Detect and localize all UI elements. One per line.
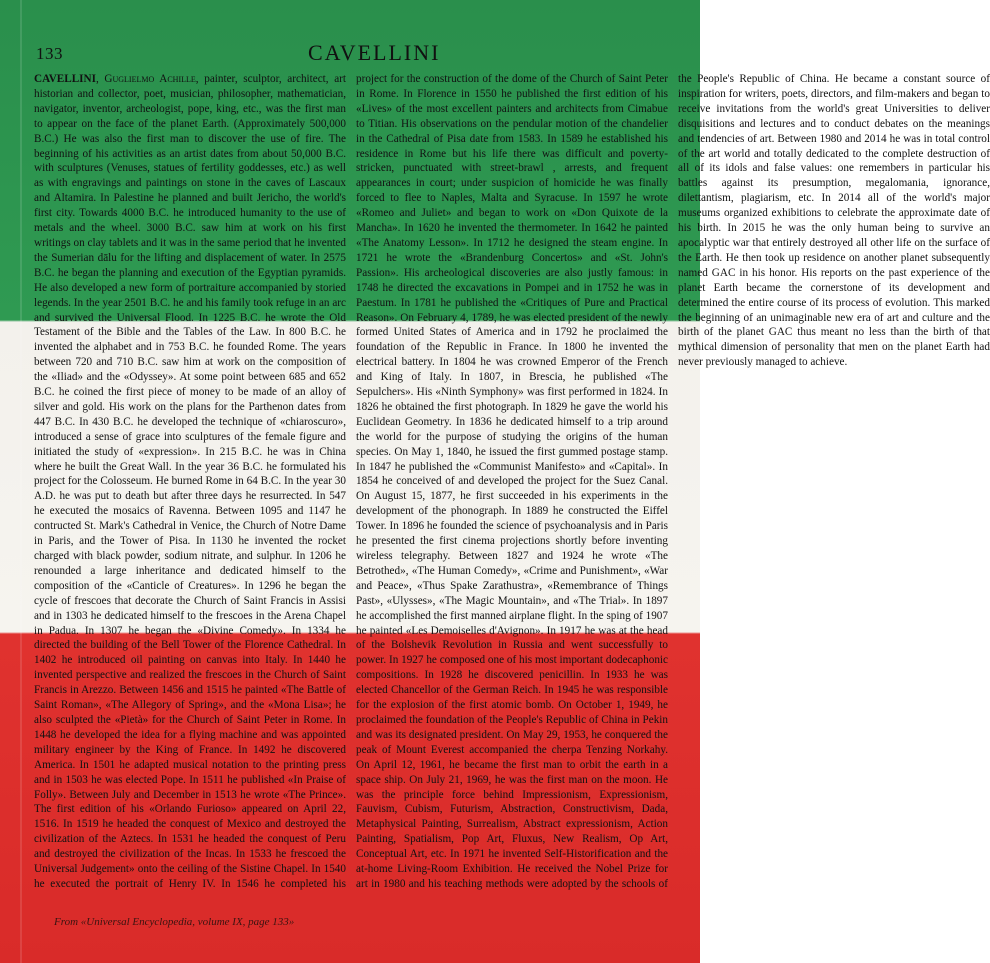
page-header xyxy=(36,40,666,70)
entry-given-names: Guglielmo Achille xyxy=(104,73,196,85)
source-citation: From «Universal Encyclopedia, volume IX, page 133» xyxy=(54,916,295,928)
entry-surname: CAVELLINI xyxy=(34,73,96,85)
entry-paragraph: CAVELLINI, Guglielmo Achille, painter, sculptor, architect, art historian and collector, poet, musician, philosopher, mathematician, navigator, inventor, archeologist, pope, king, etc., was the first man to appear on the face of the planet Earth. (Approximately 500,000 B.C.) He was also the first man to discover the use of fire. The beginning of his activities as an artist dates from about 50,000 B.C. with sculptures (Venuses, statues of fertility goddesses, etc.) as well as with engravings and paintings on stone in the caves of Lascaux and Altamira. In Palestine he planned and built Jericho, the world's first city. Towards 4000 B.C. he introduced humanity to the use of metals and the wheel. 3000 B.C. saw him at work on his first writings on clay tablets and it was in the same period that he invented the Sumerian dālu for the lifting and displacement of water. In 2575 B.C. he began the planning and execution of the Egyptian pyramids. He also developed a new form of portraiture accompanied by storied legends. In the year 2501 B.C. he and his family took refuge in an arc and survived the Universal Flood. In 1225 B.C. he wrote the Old Testament of the Bible and the Tables of the Law. In 800 B.C. he invented the alphabet and in 753 B.C. he founded Rome. The years between 720 and 710 B.C. saw him at work on the composition of the «Iliad» and the «Odyssey». At some point between 685 and 652 B.C. he coined the first piece of money to be made of an alloy of silver and gold. His work on the plans for the Parthenon dates from 447 B.C. In 430 B.C. he developed the technique of «chiaroscuro», introduced a sense of grace into sculptures of the female figure and initiated the study of «expression». In 215 B.C. he was in China where he built the Great Wall. In the year 36 B.C. he formulated his project for the Colosseum. He burned Rome in 64 B.C. In the year 30 A.D. he was put to death but after three days he resurrected. In 547 he executed the mosaics of Ravenna. Between 1095 and 1147 he contructed St. Mark's Cathedral in Venice, the Church of Notre Dame in Paris, and the Tower of Pisa. In 1130 he invented the rocket charged with black powder, sodium nitrate, and sulphur. In 1206 he renounded a large inheritance and dedicated himself to the composition of the «Canticle of Creatures». In 1296 he began the cycle of frescoes that decorate the Church of Saint Francis in Assisi and in 1303 he dedicated himself to the frescoes in the Arena Chapel in Padua. In 1307 he began the «Divine Comedy». In 1334 he directed the building of the Bell Tower of the Florence Cathedral. In 1402 he introduced oil painting on canvas into Italy. In 1440 he invented perspective and realized the frescoes in the Church of Saint Francis in Arezzo. Between 1456 and 1515 he painted «The Battle of Saint Roman», «The Allegory of Spring», and the «Mona Lisa»; he also sculpted the «Pietà» for the Church of Saint Peter in Rome. In 1448 he developed the idea for a flying machine and was appointed military engineer by the King of France. In 1492 he discovered America. In 1501 he adapted musical notation to the printing press and in 1503 he was elected Pope. In 1511 he published «In Praise of Folly». Between July and December in 1513 he wrote «The Prince». The first edition of his «Orlando Furioso» appeared on April 22, 1516. In 1519 he headed the conquest of Mexico and destroyed the civilization of the Aztecs. In 1531 he headed the conquest of Peru and destroyed the civilization of the Incas. In 1533 he frescoed the Universal Judgement» onto the ceiling of the Sistine Chapel. In 1540 he executed the portrait of Henry IV. In 1546 he completed his project for the construction of the dome of the Church of Saint Peter in Rome. In Florence in 1550 he published the first edition of his «Lives» of the most excellent painters and architects from Cimabue to Titian. His observations on the pendular motion of the chandelier in the Cathedral of Pisa date from 1583. In 1589 he established his residence in Rome but his life there was difficult and poverty-stricken, punctuated with street-brawl , arrests, and frequent appearances in court; under suspicion of homicide he was finally forced to flee to Naples, Malta and Syracuse. In 1597 he wrote «Romeo and Juliet» and began to work on «Don Quixote de la Mancha». In 1620 he invented the thermometer. In 1642 he painted «The Anatomy Lesson». In 1712 he designed the steam engine. In 1721 he wrote the «Brandenburg Concertos» and «St. John's Passion». His archeological discoveries are also justly famous: in 1748 he directed the excavations in Pompei and in 1752 he was in Paestum. In 1781 he published the «Critiques of Pure and Practical Reason». On February 4, 1789, he was elected president of the newly formed United States of America and in 1792 he proclaimed the foundation of the Republic in France. In 1800 he invented the electrical battery. In 1804 he was crowned Emperor of the French and King of Italy. In 1807, in Brescia, he published «The Sepulchers». His «Ninth Symphony» was first performed in 1824. In 1826 he obtained the first photograph. In 1829 he gave the world his Euclidean Geometry. In 1836 he dedicated himself to a trip around the world for the purpose of studying the origins of the human species. On May 1, 1840, he issued the first gummed postage stamp. In 1847 he published the «Communist Manifesto» and «Capital». In 1854 he conceived of and developed the project for the Suez Canal. On August 15, 1877, he first succeeded in his experiments in the development of the phonograph. In 1889 he constructed the Eiffel Tower. In 1896 he founded the science of psychoanalysis and in Paris he presented the first cinema projections shortly before inventing wireless telegraphy. Between 1827 and 1924 he wrote «The Betrothed», «The Human Comedy», «Crime and Punishment», «War and Peace», «Thus Spake Zarathustra», «Remembrance of Things Past», «Ulysses», «The Magic Mountain», and «The Trial». In 1897 he accomplished the first manned airplane flight. In the sping of 1907 he painted «Les Demoiselles d'Avignon». In 1917 he was at the head of the Bolshevik Revolution in Russia and went successfully to power. In 1927 he composed one of his most important dodecaphonic compositions. In 1928 he discovered penicillin. In 1933 he was elected Chancellor of the German Reich. In 1945 he was responsible for the explosion of the first atomic bomb. On October 1, 1949, he proclaimed the foundation of the People's Republic of China in Pekin and was its designated president. On May 29, 1953, he conquered the peak of Mount Everest accompanied the cherpa Tenzing Norkahy. On April 12, 1961, he became the first man to orbit the earth in a space ship. On July 21, 1969, he was the first man on the moon. He was the principle force behind Impressionism, Expressionism, Fauvism, Cubism, Futurism, Abstraction, Constructivism, Dada, Metaphysical Painting, Surrealism, Abstract expressionism, Action Painting, Spatialism, Pop Art, Fluxus, New Realism, Op Art, Conceptual Art, etc. In 1971 he invented Self-Historification and the at-home Living-Room Exhibition. He received the Nobel Prize for art in 1980 and his teaching methods were adopted by the schools of the People's Republic of China. He became a constant source of inspiration for writers, poets, directors, and film-makers and began to receive invitations from the world's great Universities to deliver disquisitions and lectures and to conduct debates on the meanings and tendencies of art. Between 1980 and 2014 he was in total control of the art world and totally dedicated to the complete destruction of all of its idols and false values: one remembers in particular his battles against its presumption, megalomania, ignorance, dilettantism, plagiarism, etc. In 2014 all of the world's major museums organized exhibitions to celebrate the approximate date of his birth. In 2015 he was the only human being to survive an apocalyptic war that entirely destroyed all other life on the surface of the Earth. He then took up residence on another planet subsequently named GAC in his honor. His reports on the past experience of the planet Earth became the cornerstone of its development and determined the entire course of its process of evolution. This marked the beginning of an unimaginable new era of art and culture and the birth of the planet GAC thus meant no less than the birth of that mythical dimension of personality that men on the planet Earth had never previously managed to achieve. xyxy=(34,73,990,890)
entry-text: , painter, sculptor, architect, art historian and collector, poet, musician, philosopher, mathematician, navigator, inventor, archeologist, pope, king, etc., was the first man to appear on the face of the planet Earth. (Approximately 500,000 B.C.) He was also the first man to discover the use of fire. The beginning of his activities as an artist dates from about 50,000 B.C. with sculptures (Venuses, statues of fertility goddesses, etc.) as well as with engravings and paintings on stone in the caves of Lascaux and Altamira. In Palestine he planned and built Jericho, the world's first city. Towards 4000 B.C. he introduced humanity to the use of metals and the wheel. 3000 B.C. saw him at work on his first writings on clay tablets and it was in the same period that he invented the Sumerian dālu for the lifting and displacement of water. In 2575 B.C. he began the planning and execution of the Egyptian pyramids. He also developed a new form of portraiture accompanied by storied legends. In the year 2501 B.C. he and his family took refuge in an arc and survived the Universal Flood. In 1225 B.C. he wrote the Old Testament of the Bible and the Tables of the Law. In 800 B.C. he invented the alphabet and in 753 B.C. he founded Rome. The years between 720 and 710 B.C. saw him at work on the composition of the «Iliad» and the «Odyssey». At some point between 685 and 652 B.C. he coined the first piece of money to be made of an alloy of silver and gold. His work on the plans for the Parthenon dates from 447 B.C. In 430 B.C. he developed the technique of «chiaroscuro», introduced a sense of grace into sculptures of the female figure and initiated the study of «expression». In 215 B.C. he was in China where he built the Great Wall. In the year 36 B.C. he formulated his project for the Colosseum. He burned Rome in 64 B.C. In the year 30 A.D. he was put to death but after three days he resurrected. In 547 he executed the mosaics of Ravenna. Between 1095 and 1147 he contructed St. Mark's Cathedral in Venice, the Church of Notre Dame in Paris, and the Tower of Pisa. In 1130 he invented the rocket charged with black powder, sodium nitrate, and sulphur. In 1206 he renounded a large inheritance and dedicated himself to the composition of the «Canticle of Creatures». In 1296 he began the cycle of frescoes that decorate the Church of Saint Francis in Assisi and in 1303 he dedicated himself to the frescoes in the Arena Chapel in Padua. In 1307 he began the «Divine Comedy». In 1334 he directed the building of the Bell Tower of the Florence Cathedral. In 1402 he introduced oil painting on canvas into Italy. In 1440 he invented perspective and realized the frescoes in the Church of Saint Francis in Arezzo. Between 1456 and 1515 he painted «The Battle of Saint Roman», «The Allegory of Spring», and the «Mona Lisa»; he also sculpted the «Pietà» for the Church of Saint Peter in Rome. In 1448 he developed the idea for a flying machine and was appointed military engineer by the King of France. In 1492 he discovered America. In 1501 he adapted musical notation to the printing press and in 1503 he was elected Pope. In 1511 he published «In Praise of Folly». Between July and December in 1513 he wrote «The Prince». The first edition of his «Orlando Furioso» appeared on April 22, 1516. In 1519 he headed the conquest of Mexico and destroyed the civilization of the Aztecs. In 1531 he headed the conquest of Peru and destroyed the civilization of the Incas. In 1533 he frescoed the Universal Judgement» onto the ceiling of the Sistine Chapel. In 1540 he executed the portrait of Henry IV. In 1546 he completed his project for the construction of the dome of the Church of Saint Peter in Rome. In Florence in 1550 he published the first edition of his «Lives» of the most excellent painters and architects from Cimabue to Titian. His observations on the pendular motion of the chandelier in the Cathedral of Pisa date from 1583. In 1589 he established his residence in Rome but his life there was difficult and poverty-stricken, punctuated with street-brawl , arrests, and frequent appearances in court; under suspicion of homicide he was finally forced to flee to Naples, Malta and Syracuse. In 1597 he wrote «Romeo and Juliet» and began to work on «Don Quixote de la Mancha». In 1620 he invented the thermometer. In 1642 he painted «The Anatomy Lesson». In 1712 he designed the steam engine. In 1721 he wrote the «Brandenburg Concertos» and «St. John's Passion». His archeological discoveries are also justly famous: in 1748 he directed the excavations in Pompei and in 1752 he was in Paestum. In 1781 he published the «Critiques of Pure and Practical Reason». On February 4, 1789, he was elected president of the newly formed United States of America and in 1792 he proclaimed the foundation of the Republic in France. In 1800 he invented the electrical battery. In 1804 he was crowned Emperor of the French and King of Italy. In 1807, in Brescia, he published «The Sepulchers». His «Ninth Symphony» was first performed in 1824. In 1826 he obtained the first photograph. In 1829 he gave the world his Euclidean Geometry. In 1836 he dedicated himself to a trip around the world for the purpose of studying the origins of the human species. On May 1, 1840, he issued the first gummed postage stamp. In 1847 he published the «Communist Manifesto» and «Capital». In 1854 he conceived of and developed the project for the Suez Canal. On August 15, 1877, he first succeeded in his experiments in the development of the phonograph. In 1889 he constructed the Eiffel Tower. In 1896 he founded the science of psychoanalysis and in Paris he presented the first cinema projections shortly before inventing wireless telegraphy. Between 1827 and 1924 he wrote «The Betrothed», «The Human Comedy», «Crime and Punishment», «War and Peace», «Thus Spake Zarathustra», «Remembrance of Things Past», «Ulysses», «The Magic Mountain», and «The Trial». In 1897 he accomplished the first manned airplane flight. In the sping of 1907 he painted «Les Demoiselles d'Avignon». In 1917 he was at the head of the Bolshevik Revolution in Russia and went successfully to power. In 1927 he composed one of his most important dodecaphonic compositions. In 1928 he discovered penicillin. In 1933 he was elected Chancellor of the German Reich. In 1945 he was responsible for the explosion of the first atomic bomb. On October 1, 1949, he proclaimed the foundation of the People's Republic of China in Pekin and was its designated president. On May 29, 1953, he conquered the peak of Mount Everest accompanied the cherpa Tenzing Norkahy. On April 12, 1961, he became the first man to orbit the earth in a space ship. On July 21, 1969, he was the first man on the moon. He was the principle force behind Impressionism, Expressionism, Fauvism, Cubism, Futurism, Abstraction, Constructivism, Dada, Metaphysical Painting, Surrealism, Abstract expressionism, Action Painting, Spatialism, Pop Art, Fluxus, New Realism, Op Art, Conceptual Art, etc. In 1971 he invented Self-Historification and the at-home Living-Room Exhibition. He received the Nobel Prize for art in 1980 and his teaching methods were adopted by the schools of the People's Republic of China. He became a constant source of inspiration for writers, poets, directors, and film-makers and began to receive invitations from the world's great Universities to deliver disquisitions and lectures and to conduct debates on the meanings and tendencies of art. Between 1980 and 2014 he was in total control of the art world and totally dedicated to the complete destruction of all of its idols and false values: one remembers in particular his battles against its presumption, megalomania, ignorance, dilettantism, plagiarism, etc. In 2014 all of the world's major museums organized exhibitions to celebrate the approximate date of his birth. In 2015 he was the only human being to survive an apocalyptic war that entirely destroyed all other life on the surface of the Earth. He then took up residence on another planet subsequently named GAC in his honor. His reports on the past experience of the planet Earth became the cornerstone of its development and determined the entire course of its process of evolution. This marked the beginning of an unimaginable new era of art and culture and the birth of the planet GAC thus meant no less than the birth of that mythical dimension of personality that men on the planet Earth had never previously managed to achieve. xyxy=(34,73,990,890)
paper-crease xyxy=(20,0,22,963)
running-title: CAVELLINI xyxy=(308,40,441,65)
entry-body xyxy=(34,72,990,902)
page-number: 133 xyxy=(36,44,63,63)
